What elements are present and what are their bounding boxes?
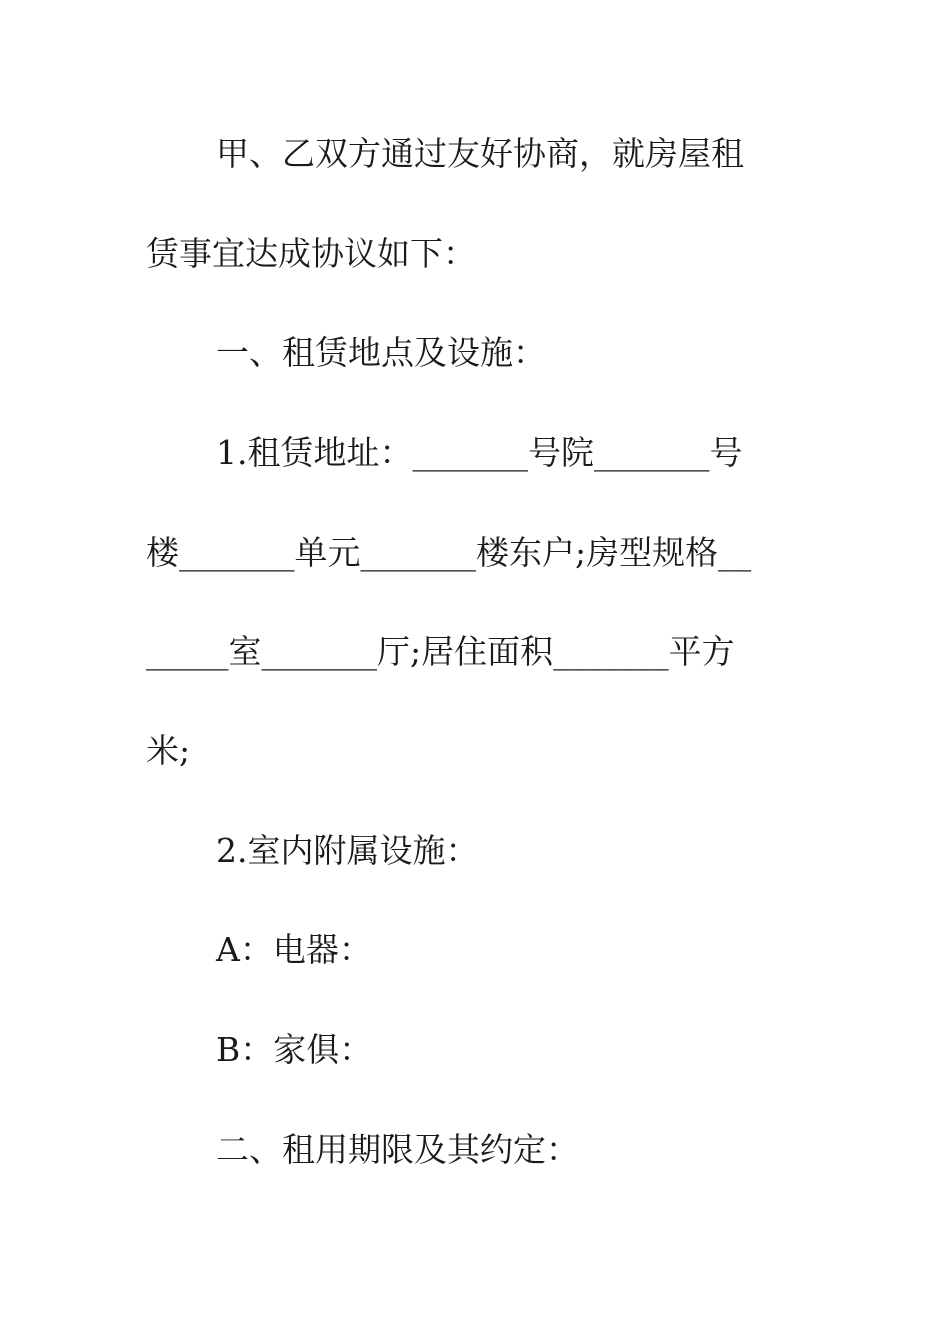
rental-address-line-3: _____室_______厅;居住面积_______平方	[146, 632, 735, 671]
section-heading-1: 一、租赁地点及设施：	[216, 333, 546, 372]
rental-address-line-4: 米;	[146, 731, 191, 770]
section-heading-2: 二、租用期限及其约定：	[216, 1130, 579, 1169]
facilities-appliances: A：电器：	[216, 930, 372, 969]
paragraph-intro-line-1: 甲、乙双方通过友好协商，就房屋租	[216, 134, 744, 173]
paragraph-intro-line-2: 赁事宜达成协议如下：	[146, 234, 476, 273]
facilities-furniture: B：家俱：	[216, 1030, 373, 1069]
rental-address-line-2: 楼_______单元_______楼东户;房型规格__	[146, 533, 752, 572]
facilities-heading: 2.室内附属设施：	[216, 831, 479, 870]
rental-address-line-1: 1.租赁地址：_______号院_______号	[216, 433, 743, 472]
